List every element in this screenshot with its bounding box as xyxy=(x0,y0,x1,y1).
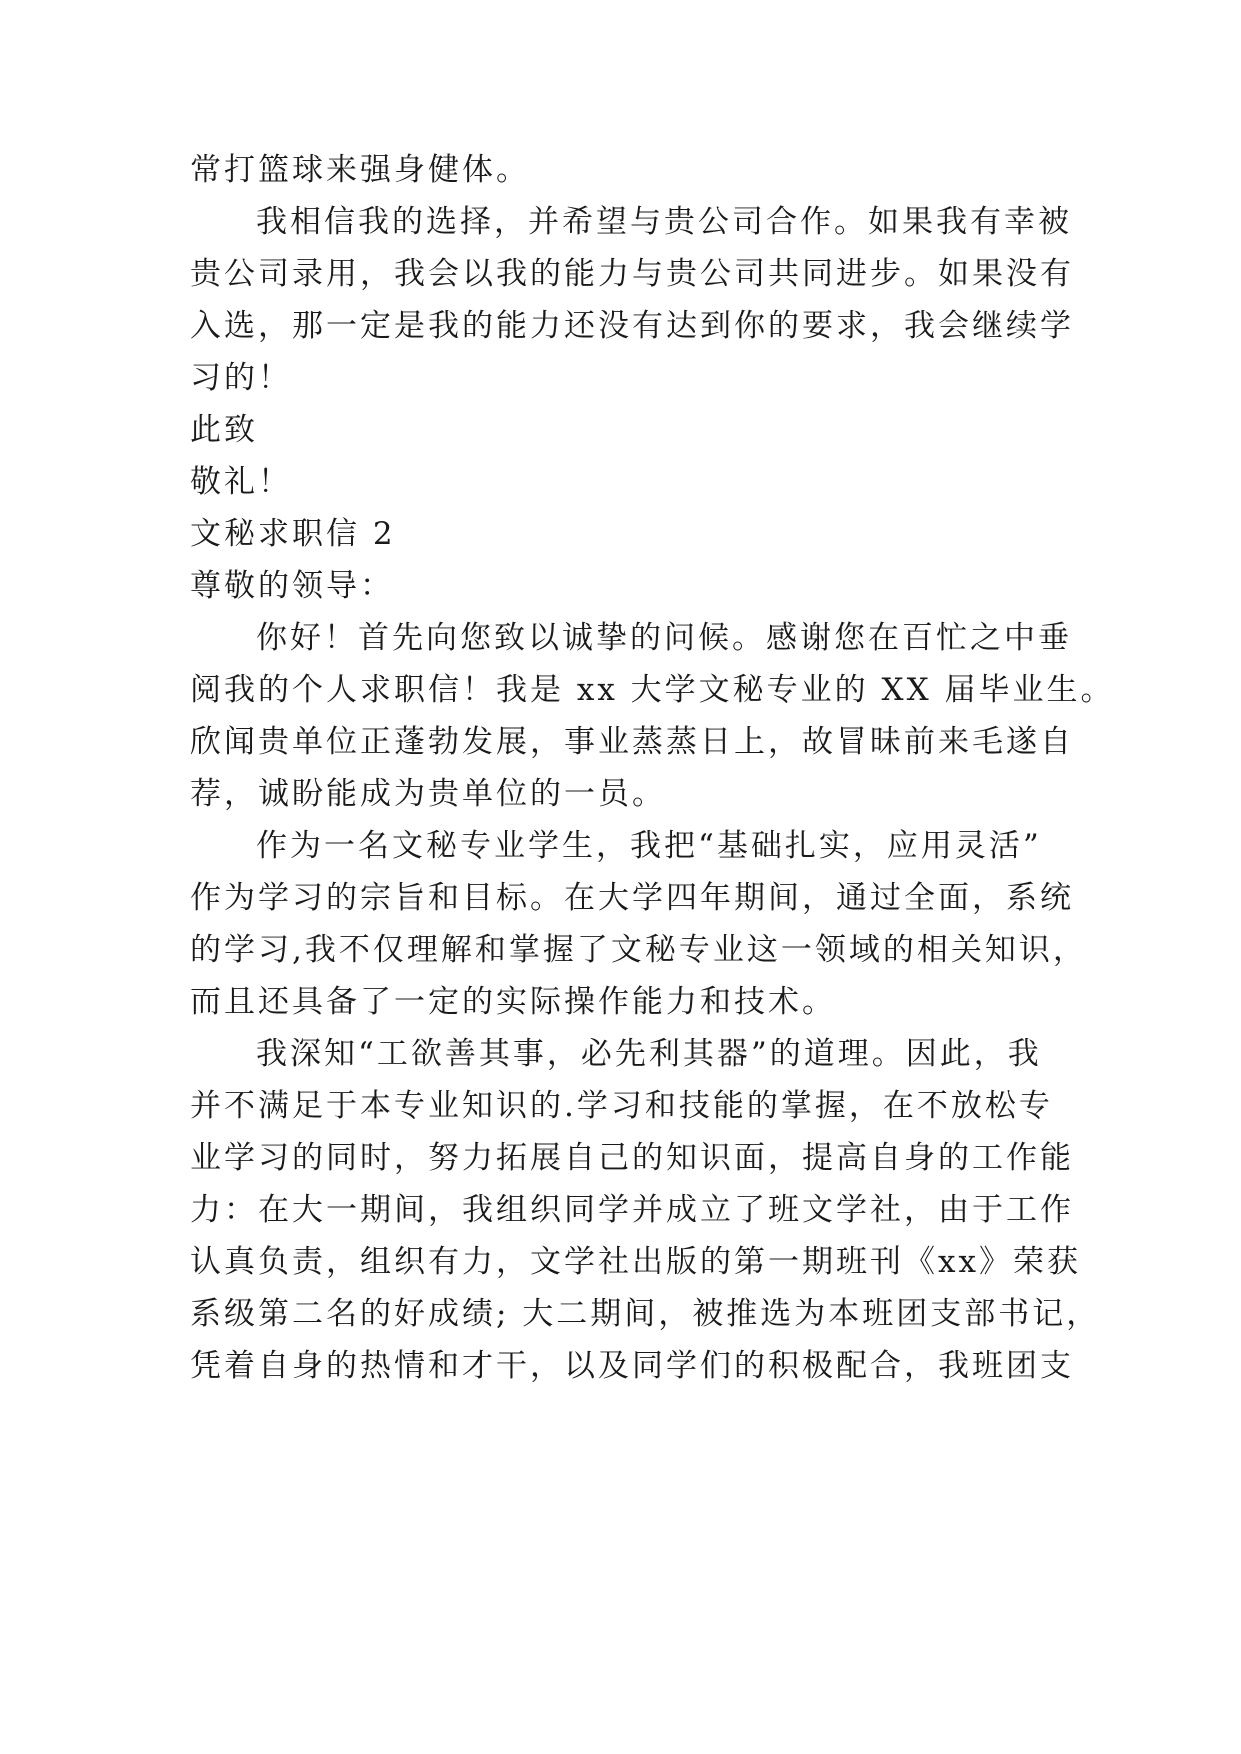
salutation: 尊敬的领导： xyxy=(190,568,394,604)
paragraph-line: 我相信我的选择，并希望与贵公司合作。如果我有幸被 xyxy=(256,204,1072,240)
text-line: 习的！ xyxy=(190,360,292,396)
paragraph-line: 我深知“工欲善其事，必先利其器”的道理。因此，我 xyxy=(256,1036,1042,1072)
text-line: 认真负责，组织有力，文学社出版的第一期班刊《xx》荣获 xyxy=(190,1244,1081,1280)
text-line: 业学习的同时，努力拓展自己的知识面，提高自身的工作能 xyxy=(190,1140,1074,1176)
text-line: 入选，那一定是我的能力还没有达到你的要求，我会继续学 xyxy=(190,308,1074,344)
text-line: 作为学习的宗旨和目标。在大学四年期间，通过全面，系统 xyxy=(190,880,1074,916)
text-line: 的学习,我不仅理解和掌握了文秘专业这一领域的相关知识， xyxy=(190,932,1087,968)
text-line: 欣闻贵单位正蓬勃发展，事业蒸蒸日上，故冒昧前来毛遂自 xyxy=(190,724,1074,760)
closing-line: 此致 xyxy=(190,412,258,448)
closing-line: 敬礼！ xyxy=(190,464,292,500)
text-line: 力：在大一期间，我组织同学并成立了班文学社，由于工作 xyxy=(190,1192,1074,1228)
paragraph-line: 作为一名文秘专业学生，我把“基础扎实，应用灵活” xyxy=(256,828,1042,864)
text-line: 凭着自身的热情和才干，以及同学们的积极配合，我班团支 xyxy=(190,1348,1074,1384)
text-line: 荐，诚盼能成为贵单位的一员。 xyxy=(190,776,666,812)
text-line: 而且还具备了一定的实际操作能力和技术。 xyxy=(190,984,836,1020)
text-line: 贵公司录用，我会以我的能力与贵公司共同进步。如果没有 xyxy=(190,256,1074,292)
section-title: 文秘求职信 2 xyxy=(190,516,396,552)
text-line: 系级第二名的好成绩; 大二期间，被推选为本班团支部书记， xyxy=(190,1296,1101,1332)
text-line: 阅我的个人求职信！我是 xx 大学文秘专业的 XX 届毕业生。 xyxy=(190,672,1115,708)
text-line: 常打篮球来强身健体。 xyxy=(190,152,530,188)
paragraph-line: 你好！首先向您致以诚挚的问候。感谢您在百忙之中垂 xyxy=(256,620,1072,656)
text-line: 并不满足于本专业知识的.学习和技能的掌握，在不放松专 xyxy=(190,1088,1053,1124)
